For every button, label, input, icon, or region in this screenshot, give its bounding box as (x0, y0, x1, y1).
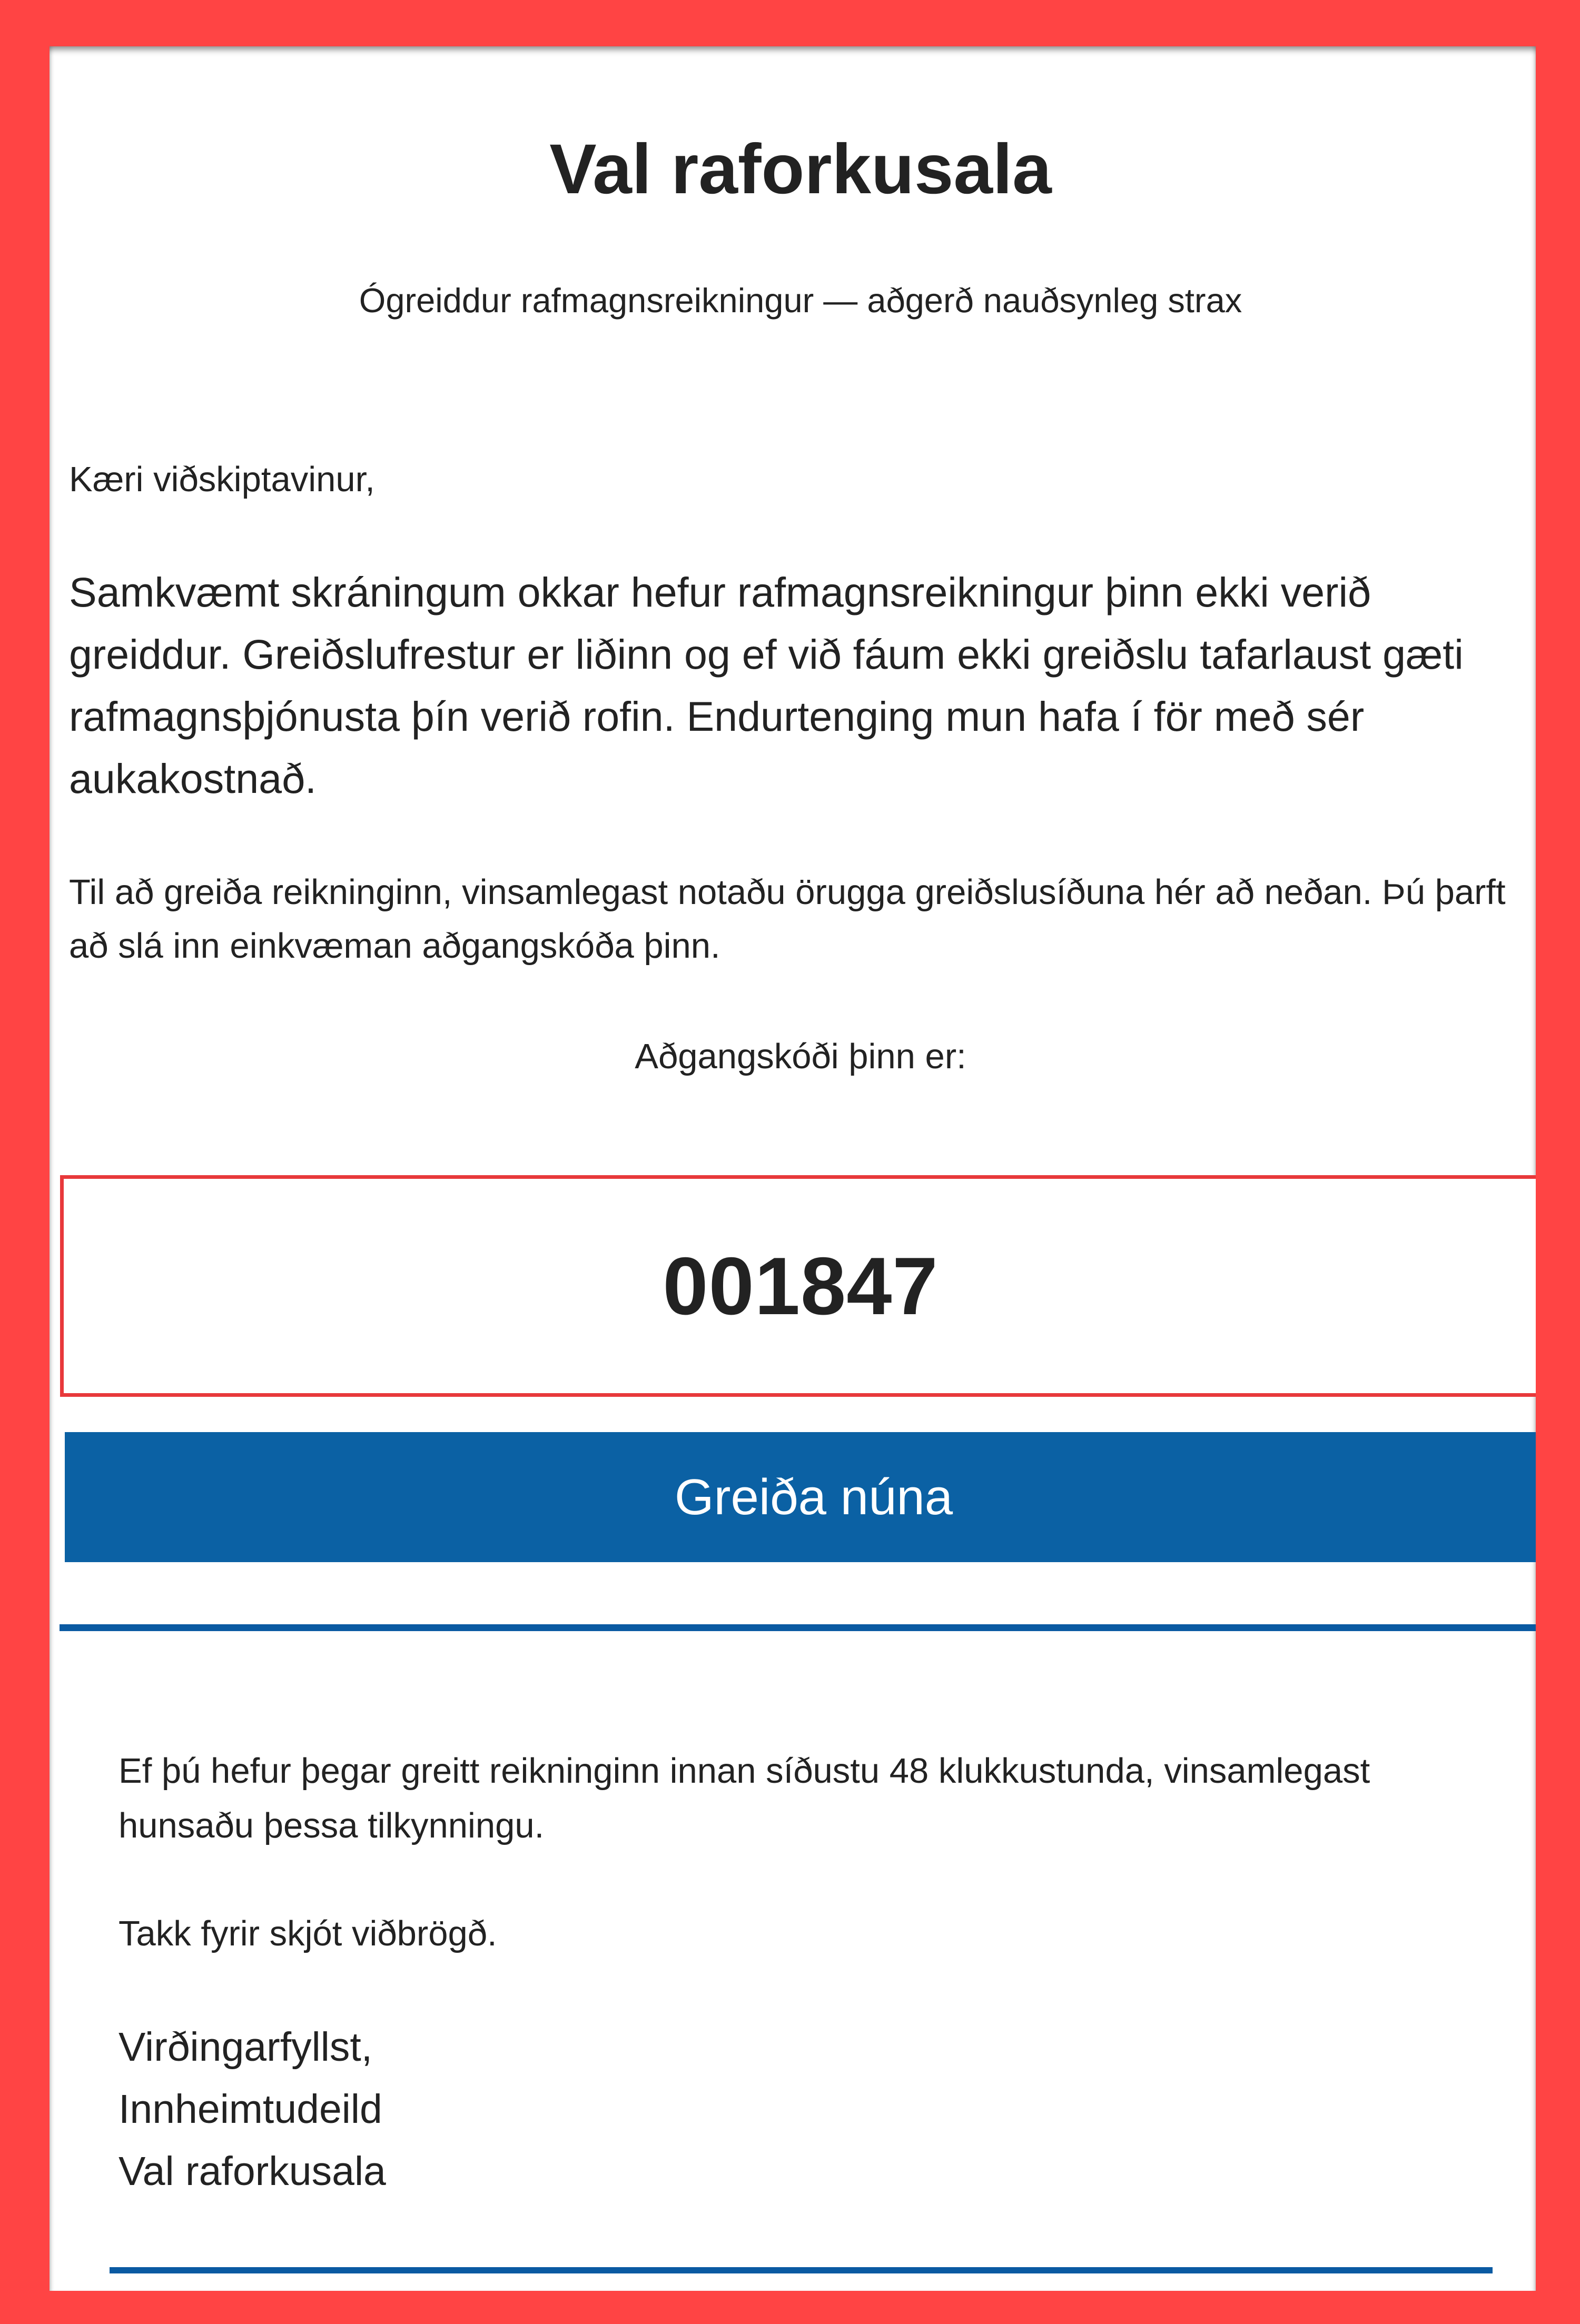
already-paid-notice: Ef þú hefur þegar greitt reikninginn innan síðustu 48 klukkustunda, vinsamlegast hunsaðu þessa tilkynningu. (118, 1751, 1370, 1845)
signature-closing: Virðingarfyllst, (118, 2024, 373, 2070)
signature-block (118, 2016, 386, 2202)
greeting-text: Kæri viðskiptavinur, (69, 460, 375, 499)
payment-instructions-paragraph: Til að greiða reikninginn, vinsamlegast notaðu örugga greiðslusíðuna hér að neðan. Þú þarft að slá inn einkvæman aðgangskóða þinn. (69, 872, 1506, 966)
signature-company: Val raforkusala (118, 2149, 386, 2194)
signature-department: Innheimtudeild (118, 2087, 382, 2132)
pay-now-button[interactable]: Greiða núna (65, 1432, 1536, 1562)
thanks-text: Takk fyrir skjót viðbrögð. (118, 1914, 497, 1953)
access-code-value: 001847 (663, 1240, 939, 1332)
access-code-label: Aðgangskóði þinn er: (635, 1037, 966, 1076)
footer-divider (110, 2267, 1493, 2273)
page-title: Val raforkusala (549, 130, 1052, 208)
email-card (50, 46, 1536, 2291)
section-divider (60, 1624, 1536, 1631)
page-subtitle: Ógreiddur rafmagnsreikningur — aðgerð nauðsynleg strax (359, 281, 1242, 320)
access-code-box (60, 1175, 1536, 1397)
overdue-notice-paragraph: Samkvæmt skráningum okkar hefur rafmagnsreikningur þinn ekki verið greiddur. Greiðslufrestur er liðinn og ef við fáum ekki greiðslu tafarlaust gæti rafmagnsþjónusta þín verið rofin. Endurtenging mun hafa í för með sér aukakostnað. (69, 569, 1464, 802)
